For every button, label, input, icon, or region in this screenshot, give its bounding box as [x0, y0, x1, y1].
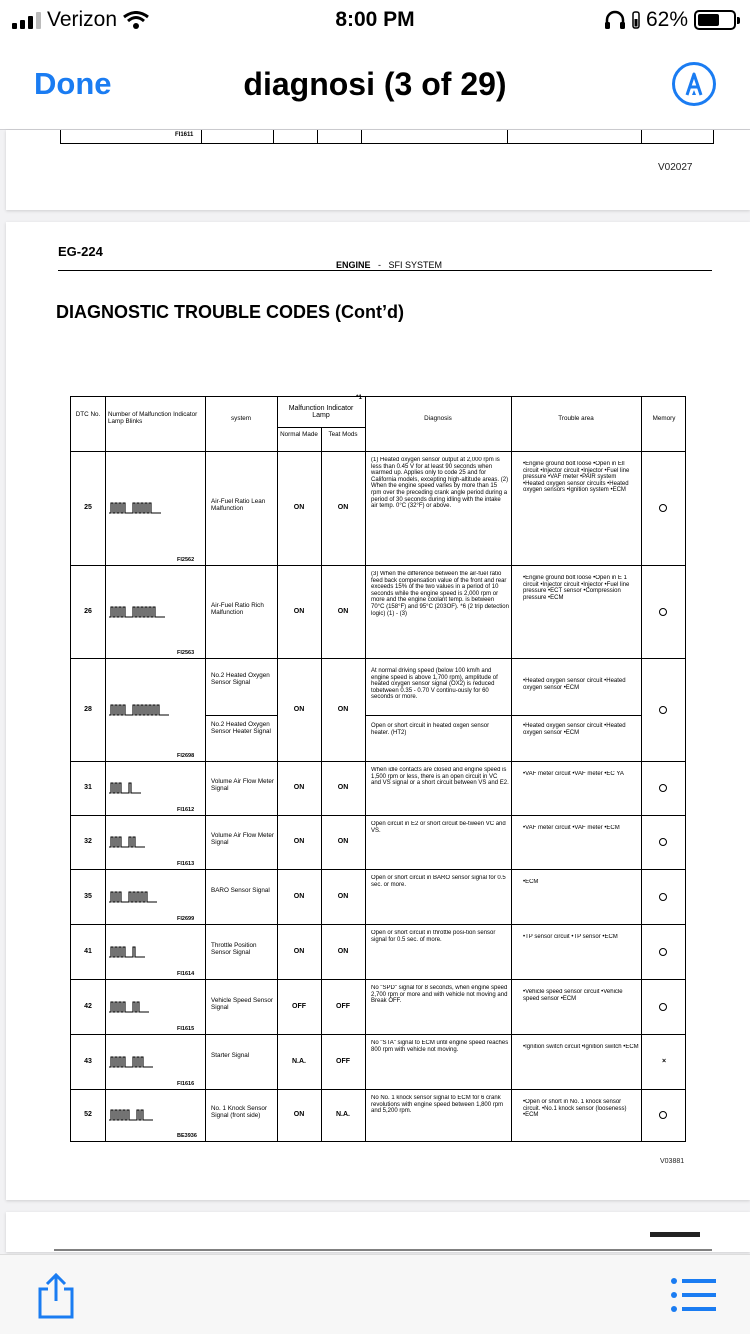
- trouble-area: •Engine ground bolt loose •Open in Ell circuit •Injector circuit •Injector •Fuel line pressure •VAF meter •PAIR system •Heated oxygen sensor circuits •Heated oxygen sensors •Ignition system •ECM: [523, 461, 630, 494]
- diagnosis-text: (1) Heated oxygen sensor output at 2,000 rpm is less than 0.45 V for at least 90 seconds when warmed up. Applies only to code 25 and for California models, excepting high-altitude areas. (2) When the engine speed varies by more than 15 rpm over the preceding crank angle period during a period of 30 seconds during idling with the intake air temp. 0°C (32°F) or above.: [371, 457, 509, 510]
- normal-mode-lamp: ON: [293, 504, 305, 511]
- prev-fig-code: FI1611: [175, 132, 194, 138]
- dtc-number: 35: [84, 892, 92, 900]
- diagnosis-text: When idle contacts are closed and engine speed is 1,500 rpm or less, there is an open circuit in VC and VS signal or a short circuit between VS and E2.: [371, 767, 509, 787]
- status-right: [604, 8, 736, 32]
- row-divider: [71, 869, 685, 870]
- row-divider: [71, 1089, 685, 1090]
- memory-circle-icon: [659, 1111, 667, 1119]
- system-name-secondary: No.2 Heated Oxygen Sensor Heater Signal: [211, 721, 271, 735]
- header-dtc: DTC No.: [75, 411, 101, 418]
- markup-pen-icon: [675, 65, 713, 103]
- dtc-number: 42: [84, 1002, 92, 1010]
- blink-waveform: [109, 605, 203, 619]
- row-divider: [71, 565, 685, 566]
- next-page[interactable]: [6, 1212, 750, 1252]
- header-test-mode: Teat Mods: [328, 431, 358, 438]
- prev-page-code: V02027: [658, 162, 693, 173]
- dtc-number: 31: [84, 784, 92, 791]
- diagnosis-text: (3) When the difference between the air-fuel ratio feed back compensation value of the front and rear exceeds 15% of the two values in a period of 10 seconds while the engine speed is 2,000 rpm or more and the engine coolant temp. is between 70°C (158°F) and 95°C (203OF). *6 (2 trip detection logic) (1) - (3): [371, 571, 509, 617]
- test-mode-lamp: ON: [337, 947, 349, 955]
- trouble-area: •ECM: [523, 879, 539, 885]
- dtc-number: 28: [84, 705, 92, 713]
- memory-circle-icon: [659, 706, 667, 714]
- next-page-edge-marks: [6, 1212, 750, 1252]
- figure-code: FI2699: [177, 916, 195, 922]
- trouble-area: •VAF meter circuit •VAF meter •ECM: [523, 825, 620, 831]
- memory-circle-icon: [659, 504, 667, 512]
- sub-divider: [205, 715, 277, 716]
- previous-page[interactable]: [6, 130, 750, 210]
- test-mode-lamp: ON: [337, 607, 349, 615]
- battery-icon: [694, 10, 736, 30]
- status-time: 8:00 PM: [335, 8, 415, 31]
- header-rule: [58, 270, 712, 271]
- test-mode-lamp: ON: [337, 705, 349, 713]
- header-mil: Malfunction Indicator Lamp: [288, 405, 354, 419]
- diagnosis-text: At normal driving speed (below 100 km/h and engine speed is above 1,700 rpm), amplitude of heated oxygen sensor signal (OX2) is reduced tobetween 0.35 - 0.70 V continu-ously for 60 seconds or more.: [371, 668, 498, 701]
- test-mode-lamp: OFF: [336, 1057, 350, 1065]
- test-mode-lamp: OFF: [336, 1002, 350, 1010]
- normal-mode-lamp: ON: [293, 1111, 305, 1118]
- figure-code: BE3936: [177, 1133, 197, 1139]
- memory-circle-icon: [659, 1003, 667, 1011]
- header-diagnosis: Diagnosis: [424, 415, 452, 422]
- memory-circle-icon: [659, 893, 667, 901]
- system-name: Air-Fuel Ratio Lean Malfunction: [211, 498, 266, 512]
- system-name: Throttle Position Sensor Signal: [211, 941, 257, 956]
- figure-code: FI1615: [177, 1026, 195, 1032]
- running-head: [336, 260, 442, 270]
- page-footer-code: V03881: [660, 1158, 685, 1165]
- memory-circle-icon: [659, 948, 667, 956]
- test-mode-lamp: ON: [337, 504, 349, 511]
- blink-waveform: [109, 945, 203, 959]
- header-blinks: Number of Malfunction Indicator Lamp Blinks: [108, 411, 198, 425]
- row-divider: [71, 658, 685, 659]
- blink-waveform: [109, 703, 203, 717]
- trouble-area: •Vehicle speed sensor circuit •Vehicle speed sensor •ECM: [523, 989, 623, 1002]
- previous-table-fragment: [60, 130, 714, 144]
- figure-code: FI1614: [177, 971, 195, 977]
- figure-code: FI2698: [177, 753, 195, 759]
- normal-mode-lamp: ON: [293, 892, 305, 900]
- page-heading: DIAGNOSTIC TROUBLE CODES (Cont’d): [56, 302, 404, 322]
- memory-mark: ×: [661, 1057, 667, 1065]
- battery-percent: 62%: [645, 8, 688, 31]
- list-icon: [670, 1275, 716, 1315]
- header-system: system: [231, 415, 251, 422]
- system-name: Starter Signal: [211, 1051, 250, 1059]
- figure-code: FI1612: [177, 807, 195, 813]
- system-name: Volume Air Flow Meter Signal: [211, 832, 274, 846]
- row-divider: [71, 979, 685, 980]
- memory-circle-icon: [659, 838, 667, 846]
- normal-mode-lamp: ON: [293, 947, 305, 955]
- trouble-area: •Ignition switch circuit •Ignition switch •ECM: [523, 1044, 639, 1050]
- blink-waveform: [109, 501, 203, 515]
- diagnosis-text: Open circuit in E2 or short circuit be-tween VC and VS.: [371, 821, 506, 834]
- system-name: Vehicle Speed Sensor Signal: [211, 996, 273, 1011]
- normal-mode-lamp: OFF: [292, 1002, 306, 1010]
- headphones-icon: [604, 10, 626, 30]
- diagnosis-text: Open or short circuit in throttle posi-tion sensor signal for 0.5 sec. of more.: [371, 930, 496, 943]
- header-star-note: *1: [356, 394, 362, 401]
- row-divider: [71, 815, 685, 816]
- diagnosis-text: Open or short circuit in BARO sensor signal for 0.5 sec. or more.: [371, 875, 506, 888]
- test-mode-lamp: ON: [337, 892, 349, 900]
- blink-waveform: [109, 781, 203, 795]
- figure-code: FI1613: [177, 861, 195, 867]
- normal-mode-lamp: ON: [293, 607, 305, 615]
- airpod-battery-icon: [632, 11, 640, 29]
- row-divider: [71, 761, 685, 762]
- trouble-area: •VAF meter circuit •VAF meter •EC YA: [523, 771, 624, 777]
- trouble-area-secondary: •Heated oxygen sensor circuit •Heated oxygen sensor •ECM: [523, 723, 626, 736]
- section-number: EG-224: [58, 244, 103, 259]
- nav-bar: [0, 40, 750, 130]
- dtc-number: 52: [84, 1111, 92, 1118]
- bottom-toolbar: [0, 1254, 750, 1334]
- running-head-engine: ENGINE: [336, 260, 371, 270]
- system-name: BARO Sensor Signal: [211, 886, 270, 894]
- dtc-number: 26: [84, 607, 92, 615]
- share-button[interactable]: [36, 1271, 76, 1324]
- dtc-table: [70, 396, 686, 1142]
- status-bar: [0, 0, 750, 40]
- test-mode-lamp: N.A.: [336, 1111, 350, 1118]
- trouble-area: •Engine ground bolt loose •Open in E 1 circuit •Injector circuit •Injector •Fuel line pressure •ECT sensor •Compression pressure •ECM: [523, 575, 630, 601]
- blink-waveform: [109, 835, 203, 849]
- share-icon: [36, 1271, 76, 1319]
- trouble-area: •Heated oxygen sensor circuit •Heated oxygen sensor •ECM: [523, 678, 626, 691]
- normal-mode-lamp: ON: [293, 784, 305, 791]
- dtc-number: 32: [84, 838, 92, 845]
- memory-circle-icon: [659, 608, 667, 616]
- document-title: diagnosi (3 of 29): [243, 66, 507, 102]
- diagnosis-text-secondary: Open or short circuit in heated oxgen sensor heater. (HT2): [371, 723, 490, 736]
- test-mode-lamp: ON: [337, 838, 349, 845]
- system-name: No. 1 Knock Sensor Signal (front side): [211, 1105, 268, 1119]
- carrier-name: Verizon: [47, 8, 118, 31]
- dtc-number: 41: [84, 947, 92, 955]
- running-head-separator: -: [378, 260, 382, 270]
- blink-waveform: [109, 1000, 203, 1014]
- trouble-area: •Open or short in No. 1 knock sensor circuit. •No.1 knock sensor (looseness) •ECM: [523, 1099, 627, 1119]
- blink-waveform: [109, 1055, 203, 1069]
- figure-code: FI1616: [177, 1081, 195, 1087]
- blink-waveform: [109, 1108, 203, 1122]
- figure-code: FI2562: [177, 557, 195, 563]
- row-divider: [71, 1034, 685, 1035]
- markup-button[interactable]: [672, 62, 716, 106]
- trouble-area: •TP sensor circuit •TP sensor •ECM: [523, 934, 618, 940]
- list-button[interactable]: [670, 1275, 716, 1320]
- row-divider: [71, 924, 685, 925]
- diagnosis-text: No "STA" signal to ECM until engine speed reaches 800 rpm with vehicle not moving.: [371, 1040, 509, 1053]
- diagnosis-text: No No. 1 knock sensor signal to ECM for 6 crank revolutions with engine speed between 1,800 rpm and 5,200 rpm.: [371, 1095, 504, 1115]
- blink-waveform: [109, 890, 203, 904]
- system-name: Volume Air Flow Meter Signal: [211, 778, 274, 792]
- system-name: Air-Fuel Ratio Rich Malfunction: [211, 601, 264, 616]
- header-normal-mode: Normal Made: [280, 431, 318, 438]
- normal-mode-lamp: N.A.: [292, 1057, 306, 1065]
- dtc-number: 25: [84, 504, 92, 511]
- normal-mode-lamp: ON: [293, 705, 305, 713]
- running-head-system: SFI SYSTEM: [388, 260, 443, 270]
- figure-code: FI2563: [177, 650, 195, 656]
- header-memory: Memory: [652, 415, 676, 422]
- memory-circle-icon: [659, 784, 667, 792]
- current-page[interactable]: [6, 222, 750, 1200]
- diagnosis-text: No "SPD" signal for 8 seconds, when engine speed 2,700 rpm or more and with vehicle not moving and Break OFF.: [371, 985, 508, 1005]
- sub-divider: [365, 715, 641, 716]
- test-mode-lamp: ON: [337, 784, 349, 791]
- normal-mode-lamp: ON: [293, 838, 305, 845]
- system-name: No.2 Heated Oxygen Sensor Signal: [211, 672, 270, 686]
- dtc-number: 43: [84, 1057, 92, 1065]
- header-trouble-area: Trouble area: [558, 415, 594, 422]
- done-button[interactable]: Done: [34, 66, 112, 101]
